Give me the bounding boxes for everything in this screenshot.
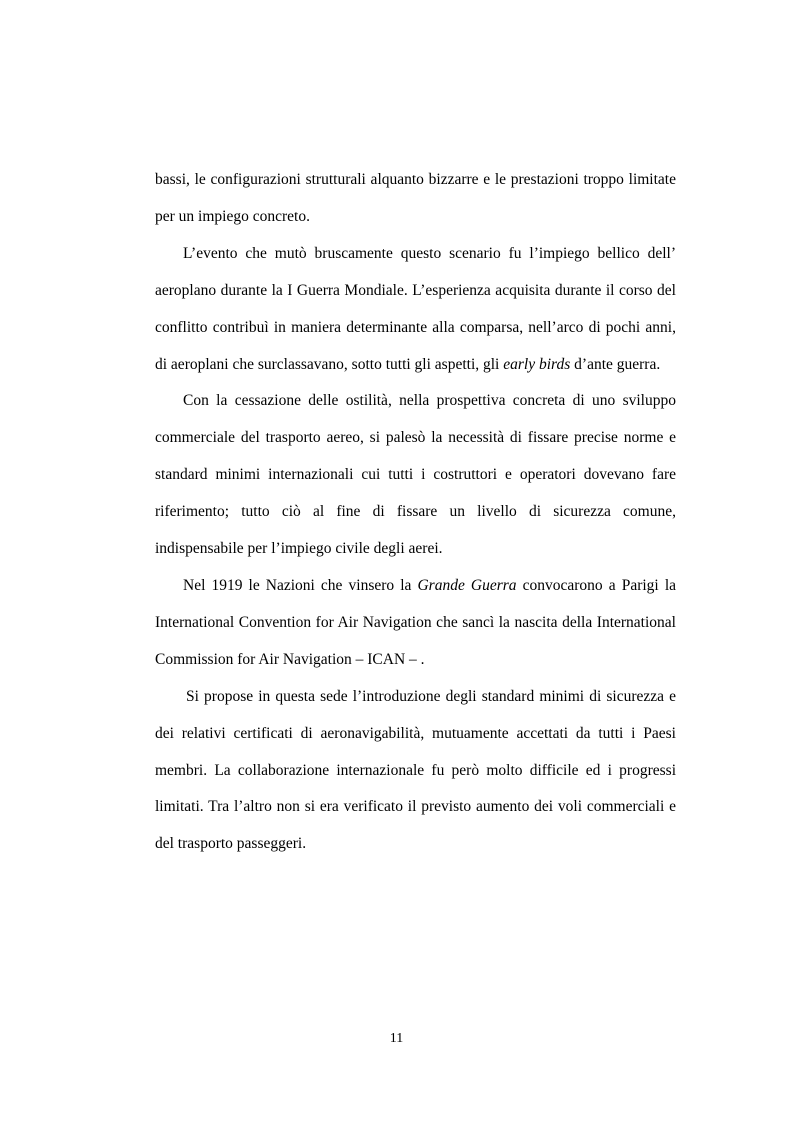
paragraph-2 — [155, 236, 676, 384]
page-body — [155, 162, 676, 863]
paragraph-4-text-end: convocarono a Parigi la International Convention for Air Navigation che sancì la nascita della International Commission for Air Navigation – ICAN – . — [155, 576, 676, 668]
paragraph-4-text: Nel 1919 le Nazioni che vinsero la — [183, 576, 418, 594]
paragraph-3: Con la cessazione delle ostilità, nella prospettiva concreta di uno sviluppo commerciale del trasporto aereo, si palesò la necessità di fissare precise norme e standard minimi internazionali cui tutti i costruttori e operatori dovevano fare riferimento; tutto ciò al fine di fissare un livello di sicurezza comune, indispensabile per l’impiego civile degli aerei. — [155, 392, 676, 558]
paragraph-2-text: L’evento che mutò bruscamente questo scenario fu l’impiego bellico dell’ aeroplano durante la I Guerra Mondiale. L’esperienza acquisita durante il corso del conflitto contribuì in maniera determinante alla comparsa, nell’arco di pochi anni, di aeroplani che surclassavano, sotto tutti gli aspetti, gli — [155, 244, 676, 373]
paragraph-1: bassi, le configurazioni strutturali alquanto bizzarre e le prestazioni troppo limitate per un impiego concreto. — [155, 171, 676, 225]
page-number: 11 — [389, 1031, 404, 1046]
paragraph-2-italic: early birds — [503, 355, 571, 373]
paragraph-5: Si propose in questa sede l’introduzione degli standard minimi di sicurezza e dei relativi certificati di aeronavigabilità, mutuamente accettati da tutti i Paesi membri. La collaborazione internazionale fu però molto difficile ed i progressi limitati. Tra l’altro non si era verificato il previsto aumento dei voli commerciali e del trasporto passeggeri. — [155, 687, 676, 853]
paragraph-4 — [155, 568, 676, 679]
paragraph-4-italic: Grande Guerra — [417, 576, 517, 594]
paragraph-2-text-end: d’ante guerra. — [570, 355, 661, 373]
